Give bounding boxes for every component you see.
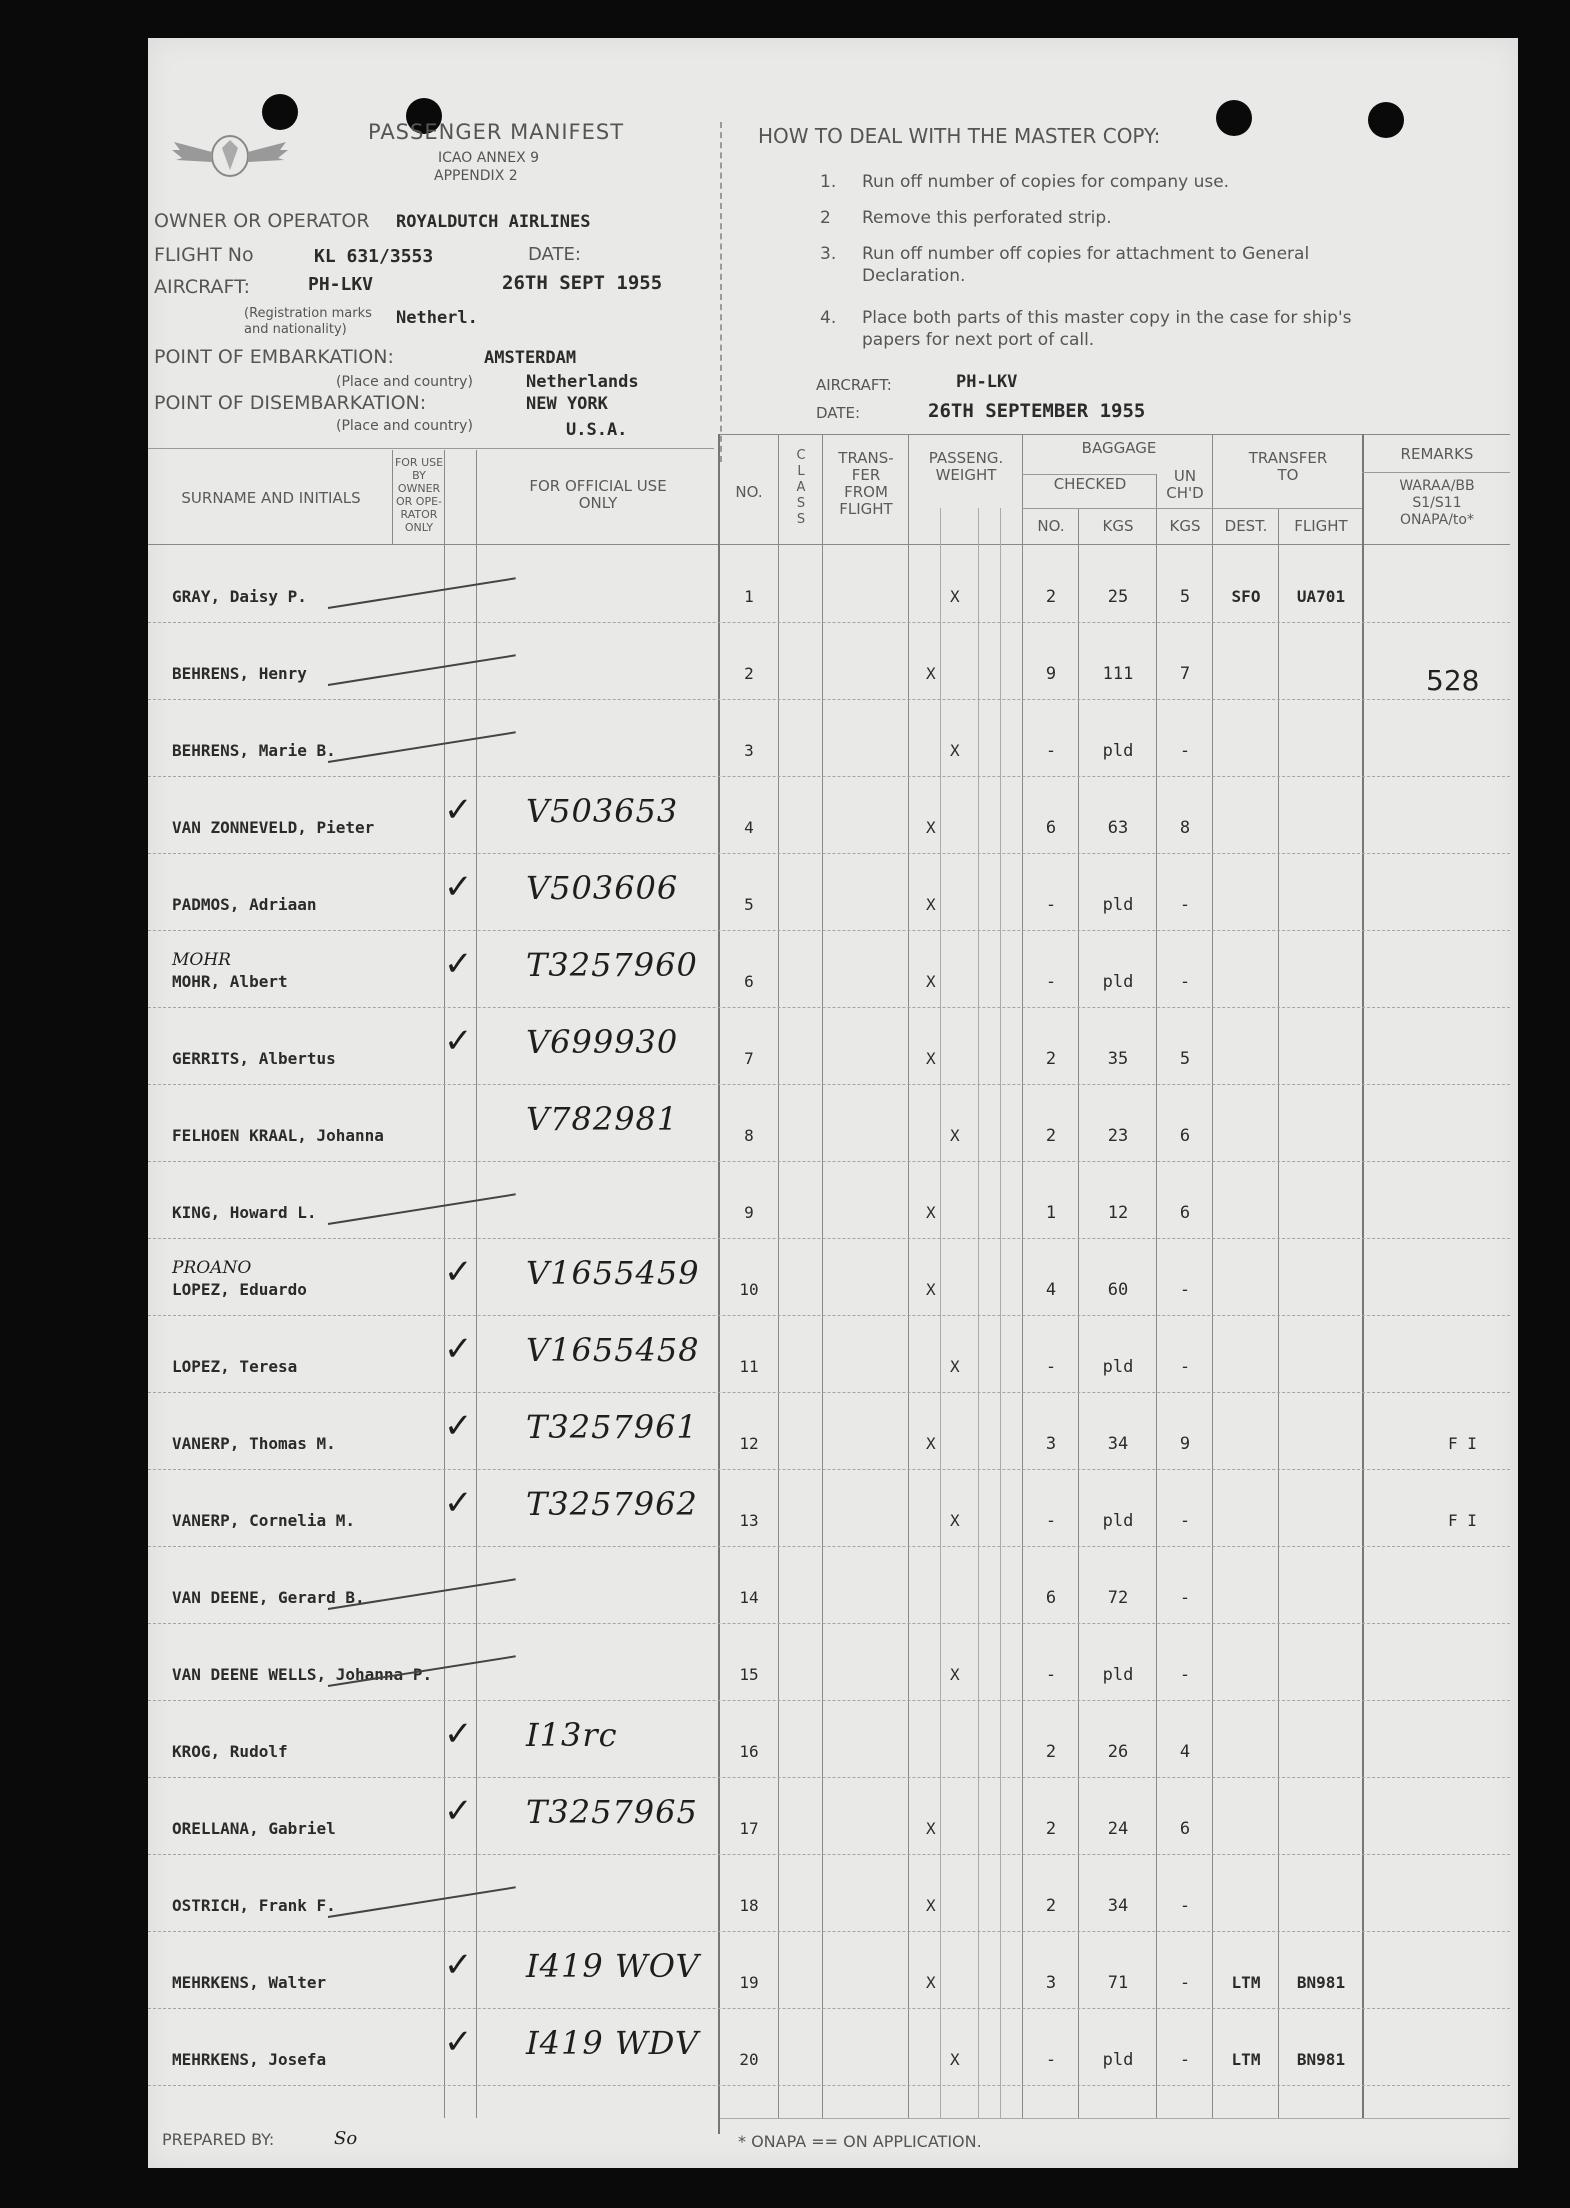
col-divider bbox=[1278, 508, 1279, 2118]
bag-kgs: 111 bbox=[1102, 664, 1134, 684]
right-aircraft-value: PH-LKV bbox=[956, 372, 1018, 392]
instruction-number: 2 bbox=[820, 208, 831, 228]
weight-mark: X bbox=[926, 1049, 936, 1068]
strike-through-line bbox=[328, 577, 516, 609]
col-divider bbox=[1000, 508, 1001, 2118]
unchecked-kgs: - bbox=[1179, 1896, 1191, 1916]
bag-count: 2 bbox=[1045, 1819, 1057, 1839]
official-passport-number: T3257965 bbox=[526, 1793, 698, 1831]
col-header-kgs: KGS bbox=[1102, 517, 1134, 535]
bag-count: - bbox=[1045, 1511, 1057, 1531]
row-rule bbox=[148, 1546, 1510, 1547]
bag-kgs: 63 bbox=[1107, 818, 1129, 838]
passenger-name: KROG, Rudolf bbox=[172, 1742, 288, 1761]
strike-through-line bbox=[328, 731, 516, 763]
bag-count: 4 bbox=[1045, 1280, 1057, 1300]
passenger-name: ORELLANA, Gabriel bbox=[172, 1819, 336, 1838]
weight-mark: X bbox=[926, 818, 936, 837]
row-rule bbox=[148, 930, 1510, 931]
passenger-name: KING, Howard L. bbox=[172, 1203, 317, 1222]
col-header-class: C L A S S bbox=[796, 448, 806, 527]
airline-wings-logo-icon bbox=[170, 122, 290, 192]
transfer-dest: LTM bbox=[1231, 2050, 1261, 2069]
official-passport-number: I419 WOV bbox=[526, 1947, 700, 1985]
check-mark-icon: ✓ bbox=[444, 1714, 473, 1754]
row-number: 2 bbox=[744, 664, 754, 683]
row-number: 15 bbox=[739, 1665, 759, 1684]
row-rule bbox=[148, 699, 1510, 700]
bag-kgs: pld bbox=[1102, 741, 1134, 761]
row-rule bbox=[148, 1854, 1510, 1855]
owner-value: ROYALDUTCH AIRLINES bbox=[396, 212, 591, 232]
check-mark-icon: ✓ bbox=[444, 944, 473, 984]
side-number: 528 bbox=[1426, 664, 1480, 697]
unchecked-kgs: - bbox=[1179, 1973, 1191, 1993]
row-rule bbox=[148, 1700, 1510, 1701]
unchecked-kgs: - bbox=[1179, 741, 1191, 761]
check-mark-icon: ✓ bbox=[444, 2022, 473, 2062]
weight-mark: X bbox=[926, 1203, 936, 1222]
bag-kgs: 23 bbox=[1107, 1126, 1129, 1146]
weight-mark: X bbox=[950, 1357, 960, 1376]
instruction-number: 4. bbox=[820, 308, 837, 328]
col-header-checked: CHECKED bbox=[1053, 475, 1127, 493]
col-divider bbox=[1022, 434, 1023, 2118]
col-header-weight: PASSENG. WEIGHT bbox=[928, 449, 1004, 484]
manifest-title: PASSENGER MANIFEST bbox=[368, 120, 625, 144]
punch-hole bbox=[1216, 100, 1252, 136]
official-passport-number: T3257962 bbox=[526, 1485, 698, 1523]
col-divider bbox=[1212, 434, 1213, 2118]
row-rule bbox=[148, 776, 1510, 777]
date-value: 26TH SEPT 1955 bbox=[502, 272, 663, 294]
punch-hole bbox=[1368, 102, 1404, 138]
col-header-flight: FLIGHT bbox=[1294, 517, 1348, 535]
appendix-line: APPENDIX 2 bbox=[434, 168, 518, 184]
row-number: 13 bbox=[739, 1511, 759, 1530]
passenger-name: PADMOS, Adriaan bbox=[172, 895, 317, 914]
handwritten-correction: MOHR bbox=[172, 950, 231, 970]
transfer-dest: SFO bbox=[1231, 587, 1261, 606]
check-mark-icon: ✓ bbox=[444, 1329, 473, 1369]
weight-mark: X bbox=[926, 1280, 936, 1299]
nationality-value: Netherl. bbox=[396, 308, 478, 328]
row-number: 20 bbox=[739, 2050, 759, 2069]
instruction-text: Declaration. bbox=[862, 266, 966, 286]
date-label: DATE: bbox=[528, 244, 581, 265]
bag-count: - bbox=[1045, 972, 1057, 992]
row-rule bbox=[148, 1623, 1510, 1624]
unchecked-kgs: - bbox=[1179, 1357, 1191, 1377]
bag-kgs: 24 bbox=[1107, 1819, 1129, 1839]
unchecked-kgs: 8 bbox=[1179, 818, 1191, 838]
bag-kgs: pld bbox=[1102, 1511, 1134, 1531]
instruction-text: Remove this perforated strip. bbox=[862, 208, 1112, 228]
passenger-name: VANERP, Thomas M. bbox=[172, 1434, 336, 1453]
row-number: 17 bbox=[739, 1819, 759, 1838]
col-header-baggage: BAGGAGE bbox=[1081, 439, 1157, 457]
col-divider bbox=[940, 508, 941, 2118]
handwritten-correction: PROANO bbox=[172, 1258, 252, 1278]
bag-kgs: 26 bbox=[1107, 1742, 1129, 1762]
strike-through-line bbox=[328, 1193, 516, 1225]
weight-mark: X bbox=[950, 1511, 960, 1530]
row-rule bbox=[148, 1777, 1510, 1778]
weight-mark: X bbox=[926, 1973, 936, 1992]
prepared-by-value: So bbox=[334, 2128, 358, 2149]
bag-count: 2 bbox=[1045, 587, 1057, 607]
col-divider bbox=[1078, 508, 1079, 2118]
unchecked-kgs: 6 bbox=[1179, 1126, 1191, 1146]
passenger-name: GRAY, Daisy P. bbox=[172, 587, 307, 606]
icao-line: ICAO ANNEX 9 bbox=[438, 150, 540, 166]
bag-kgs: pld bbox=[1102, 895, 1134, 915]
passenger-name: BEHRENS, Henry bbox=[172, 664, 307, 683]
footer-rule bbox=[720, 2118, 1510, 2119]
passenger-name: VANERP, Cornelia M. bbox=[172, 1511, 356, 1530]
right-aircraft-label: AIRCRAFT: bbox=[816, 376, 892, 394]
instruction-text: Run off number off copies for attachment to General bbox=[862, 244, 1310, 264]
row-rule bbox=[148, 1469, 1510, 1470]
col-header-official: FOR OFFICIAL USE ONLY bbox=[529, 477, 667, 512]
flight-value: KL 631/3553 bbox=[314, 246, 434, 267]
row-number: 9 bbox=[744, 1203, 754, 1222]
disembark-country: U.S.A. bbox=[566, 420, 628, 440]
check-mark-icon: ✓ bbox=[444, 1791, 473, 1831]
check-mark-icon: ✓ bbox=[444, 1945, 473, 1985]
embark-note: (Place and country) bbox=[336, 374, 473, 390]
row-rule bbox=[148, 1084, 1510, 1085]
bag-count: - bbox=[1045, 1357, 1057, 1377]
transfer-flight: BN981 bbox=[1296, 1973, 1346, 1992]
weight-mark: X bbox=[926, 664, 936, 683]
col-header-surname: SURNAME AND INITIALS bbox=[181, 489, 361, 507]
unchecked-kgs: 6 bbox=[1179, 1819, 1191, 1839]
bag-kgs: pld bbox=[1102, 1665, 1134, 1685]
weight-mark: X bbox=[950, 741, 960, 760]
unchecked-kgs: - bbox=[1179, 1511, 1191, 1531]
bag-kgs: 71 bbox=[1107, 1973, 1129, 1993]
footer-note: * ONAPA == ON APPLICATION. bbox=[738, 2132, 982, 2151]
row-number: 7 bbox=[744, 1049, 754, 1068]
official-passport-number: V503653 bbox=[526, 792, 679, 830]
unchecked-kgs: - bbox=[1179, 1588, 1191, 1608]
check-mark-icon: ✓ bbox=[444, 790, 473, 830]
unchecked-kgs: 9 bbox=[1179, 1434, 1191, 1454]
official-passport-number: V503606 bbox=[526, 869, 679, 907]
bag-kgs: 72 bbox=[1107, 1588, 1129, 1608]
unchecked-kgs: 6 bbox=[1179, 1203, 1191, 1223]
col-header-dest: DEST. bbox=[1224, 517, 1268, 535]
unchecked-kgs: - bbox=[1179, 1280, 1191, 1300]
passenger-name: GERRITS, Albertus bbox=[172, 1049, 336, 1068]
passenger-name: MEHRKENS, Walter bbox=[172, 1973, 327, 1992]
check-mark-icon: ✓ bbox=[444, 1021, 473, 1061]
unchecked-kgs: 5 bbox=[1179, 587, 1191, 607]
aircraft-label: AIRCRAFT: bbox=[154, 276, 251, 298]
row-number: 1 bbox=[744, 587, 754, 606]
official-passport-number: V1655458 bbox=[526, 1331, 700, 1369]
check-mark-icon: ✓ bbox=[444, 1483, 473, 1523]
bag-kgs: pld bbox=[1102, 972, 1134, 992]
passenger-name: VAN DEENE WELLS, Johanna P. bbox=[172, 1665, 433, 1684]
transfer-flight: UA701 bbox=[1296, 587, 1346, 606]
col-header-unchd: UN CH'D bbox=[1166, 467, 1204, 502]
row-number: 5 bbox=[744, 895, 754, 914]
registration-note-2: and nationality) bbox=[244, 322, 347, 337]
row-number: 8 bbox=[744, 1126, 754, 1145]
embark-value: AMSTERDAM bbox=[484, 348, 577, 368]
transfer-dest: LTM bbox=[1231, 1973, 1261, 1992]
bag-kgs: 25 bbox=[1107, 587, 1129, 607]
col-header-remarks: REMARKS bbox=[1400, 445, 1474, 463]
manifest-sheet bbox=[148, 38, 1518, 2168]
unchecked-kgs: 7 bbox=[1179, 664, 1191, 684]
bag-count: - bbox=[1045, 895, 1057, 915]
row-number: 4 bbox=[744, 818, 754, 837]
header-rule-left bbox=[148, 448, 714, 449]
baggage-sub-rule bbox=[1022, 508, 1362, 509]
instruction-text: Place both parts of this master copy in the case for ship's bbox=[862, 308, 1352, 328]
flight-label: FLIGHT No bbox=[154, 244, 254, 266]
passenger-name: LOPEZ, Eduardo bbox=[172, 1280, 307, 1299]
weight-mark: X bbox=[926, 972, 936, 991]
passenger-name: VAN DEENE, Gerard B. bbox=[172, 1588, 365, 1607]
row-number: 19 bbox=[739, 1973, 759, 1992]
row-rule bbox=[148, 2085, 1510, 2086]
weight-mark: X bbox=[926, 1434, 936, 1453]
column-header-bottom bbox=[148, 544, 1510, 545]
row-number: 6 bbox=[744, 972, 754, 991]
bag-count: - bbox=[1045, 741, 1057, 761]
bag-count: 3 bbox=[1045, 1973, 1057, 1993]
weight-mark: X bbox=[950, 1665, 960, 1684]
instruction-text: papers for next port of call. bbox=[862, 330, 1095, 350]
right-date-value: 26TH SEPTEMBER 1955 bbox=[928, 400, 1146, 422]
bag-count: 6 bbox=[1045, 818, 1057, 838]
bag-count: 9 bbox=[1045, 664, 1057, 684]
registration-note: (Registration marks bbox=[244, 306, 372, 321]
bag-kgs: pld bbox=[1102, 1357, 1134, 1377]
bag-count: 1 bbox=[1045, 1203, 1057, 1223]
weight-mark: X bbox=[926, 1819, 936, 1838]
col-divider bbox=[908, 434, 909, 2118]
col-divider bbox=[476, 450, 477, 2118]
remarks-value: F I bbox=[1448, 1511, 1477, 1530]
embark-label: POINT OF EMBARKATION: bbox=[154, 346, 394, 368]
right-date-label: DATE: bbox=[816, 404, 861, 422]
bag-count: 3 bbox=[1045, 1434, 1057, 1454]
disembark-label: POINT OF DISEMBARKATION: bbox=[154, 392, 427, 414]
row-rule bbox=[148, 1392, 1510, 1393]
row-rule bbox=[148, 1931, 1510, 1932]
transfer-flight: BN981 bbox=[1296, 2050, 1346, 2069]
unchecked-kgs: - bbox=[1179, 895, 1191, 915]
col-divider bbox=[978, 508, 979, 2118]
weight-mark: X bbox=[950, 1126, 960, 1145]
row-rule bbox=[148, 1007, 1510, 1008]
col-divider bbox=[822, 434, 823, 2118]
bag-kgs: pld bbox=[1102, 2050, 1134, 2070]
unchecked-kgs: 5 bbox=[1179, 1049, 1191, 1069]
col-header-unkgs: KGS bbox=[1169, 517, 1201, 535]
row-number: 12 bbox=[739, 1434, 759, 1453]
row-number: 14 bbox=[739, 1588, 759, 1607]
row-rule bbox=[148, 2008, 1510, 2009]
row-rule bbox=[148, 1315, 1510, 1316]
instructions-title: HOW TO DEAL WITH THE MASTER COPY: bbox=[758, 124, 1161, 148]
passenger-name: FELHOEN KRAAL, Johanna bbox=[172, 1126, 384, 1145]
col-header-remarks-sub: WARAA/BB S1/S11 ONAPA/to* bbox=[1399, 478, 1475, 528]
row-number: 16 bbox=[739, 1742, 759, 1761]
bag-count: - bbox=[1045, 1665, 1057, 1685]
official-passport-number: I419 WDV bbox=[526, 2024, 699, 2062]
instruction-text: Run off number of copies for company use. bbox=[862, 172, 1230, 192]
check-mark-icon: ✓ bbox=[444, 1252, 473, 1292]
bag-kgs: 60 bbox=[1107, 1280, 1129, 1300]
col-header-transfer-to: TRANSFER TO bbox=[1248, 449, 1328, 484]
header-rule-right bbox=[720, 434, 1510, 435]
official-passport-number: V1655459 bbox=[526, 1254, 700, 1292]
row-rule bbox=[148, 853, 1510, 854]
weight-mark: X bbox=[950, 587, 960, 606]
aircraft-value: PH-LKV bbox=[308, 274, 374, 295]
embark-country: Netherlands bbox=[526, 372, 639, 392]
passenger-name: VAN ZONNEVELD, Pieter bbox=[172, 818, 375, 837]
row-number: 10 bbox=[739, 1280, 759, 1299]
perforation-line bbox=[720, 122, 722, 462]
bag-count: 2 bbox=[1045, 1049, 1057, 1069]
official-passport-number: I13rc bbox=[526, 1716, 618, 1754]
unchecked-kgs: - bbox=[1179, 1665, 1191, 1685]
row-rule bbox=[148, 1238, 1510, 1239]
col-header-bag-no: NO. bbox=[1037, 517, 1065, 535]
bag-count: 2 bbox=[1045, 1896, 1057, 1916]
bag-count: 2 bbox=[1045, 1742, 1057, 1762]
remarks-value: F I bbox=[1448, 1434, 1477, 1453]
row-rule bbox=[148, 622, 1510, 623]
strike-through-line bbox=[328, 654, 516, 686]
col-divider bbox=[392, 450, 393, 544]
col-header-transfer-from: TRANS- FER FROM FLIGHT bbox=[838, 449, 894, 518]
disembark-value: NEW YORK bbox=[526, 394, 608, 414]
col-divider bbox=[778, 434, 779, 2118]
disembark-note: (Place and country) bbox=[336, 418, 473, 434]
row-number: 11 bbox=[739, 1357, 759, 1376]
check-mark-icon: ✓ bbox=[444, 867, 473, 907]
official-passport-number: T3257961 bbox=[526, 1408, 698, 1446]
unchecked-kgs: - bbox=[1179, 2050, 1191, 2070]
official-passport-number: V782981 bbox=[526, 1100, 679, 1138]
col-header-owner-use: FOR USE BY OWNER OR OPE- RATOR ONLY bbox=[394, 456, 444, 534]
col-divider bbox=[1362, 434, 1364, 2118]
row-rule bbox=[148, 1161, 1510, 1162]
weight-mark: X bbox=[926, 1896, 936, 1915]
passenger-name: BEHRENS, Marie B. bbox=[172, 741, 336, 760]
strike-through-line bbox=[328, 1886, 516, 1918]
bag-kgs: 34 bbox=[1107, 1896, 1129, 1916]
weight-mark: X bbox=[950, 2050, 960, 2069]
bag-kgs: 34 bbox=[1107, 1434, 1129, 1454]
col-divider bbox=[1156, 474, 1157, 2118]
bag-count: 2 bbox=[1045, 1126, 1057, 1146]
official-passport-number: V699930 bbox=[526, 1023, 679, 1061]
passenger-name: MOHR, Albert bbox=[172, 972, 288, 991]
passenger-name: OSTRICH, Frank F. bbox=[172, 1896, 336, 1915]
unchecked-kgs: - bbox=[1179, 972, 1191, 992]
passenger-name: MEHRKENS, Josefa bbox=[172, 2050, 327, 2069]
instruction-number: 3. bbox=[820, 244, 837, 264]
check-mark-icon: ✓ bbox=[444, 1406, 473, 1446]
bag-kgs: 12 bbox=[1107, 1203, 1129, 1223]
official-passport-number: T3257960 bbox=[526, 946, 698, 984]
owner-label: OWNER OR OPERATOR bbox=[154, 210, 370, 232]
bag-count: - bbox=[1045, 2050, 1057, 2070]
remarks-rule bbox=[1362, 472, 1510, 473]
weight-mark: X bbox=[926, 895, 936, 914]
bag-kgs: 35 bbox=[1107, 1049, 1129, 1069]
unchecked-kgs: 4 bbox=[1179, 1742, 1191, 1762]
instruction-number: 1. bbox=[820, 172, 837, 192]
col-header-no: NO. bbox=[735, 483, 763, 501]
passenger-name: LOPEZ, Teresa bbox=[172, 1357, 298, 1376]
row-number: 3 bbox=[744, 741, 754, 760]
prepared-by-label: PREPARED BY: bbox=[162, 2130, 275, 2149]
bag-count: 6 bbox=[1045, 1588, 1057, 1608]
row-number: 18 bbox=[739, 1896, 759, 1915]
